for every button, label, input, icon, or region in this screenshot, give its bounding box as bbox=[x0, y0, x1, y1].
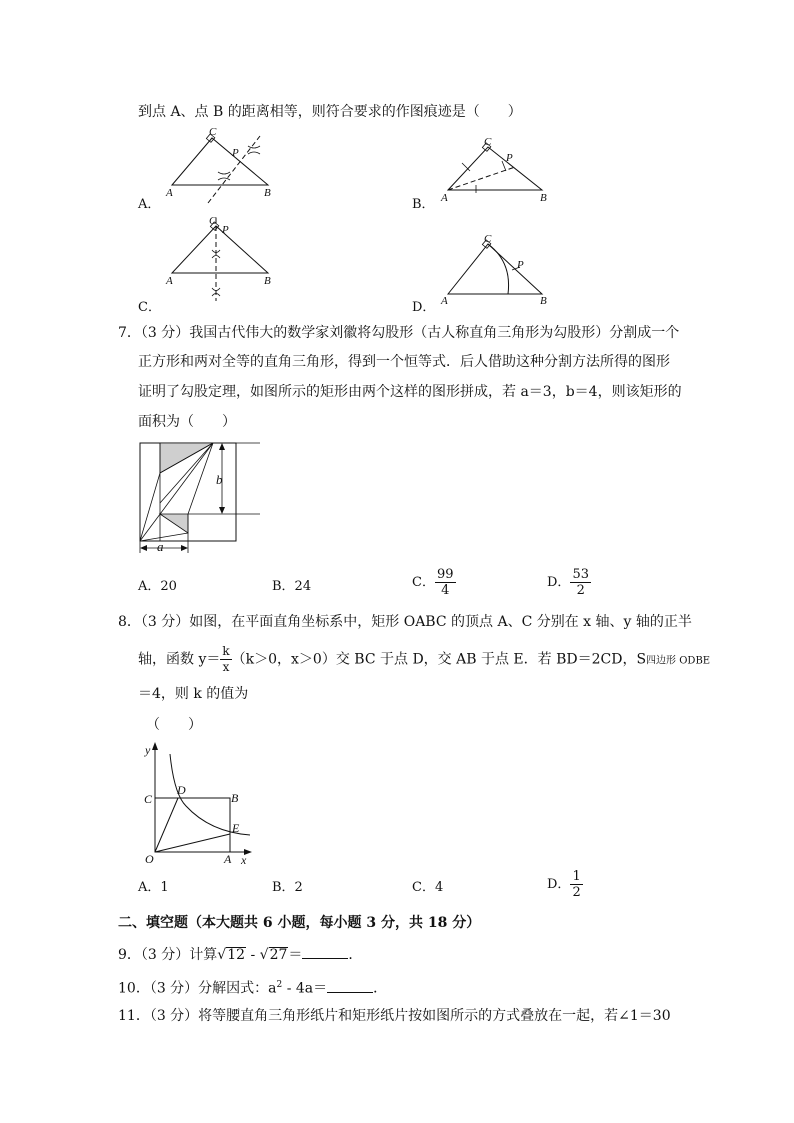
q8-option-d-den: 2 bbox=[572, 885, 581, 900]
q7-option-d-prefix: D． bbox=[547, 575, 571, 590]
section-2-heading: 二、填空题（本大题共 6 小题，每小题 3 分，共 18 分） bbox=[118, 915, 481, 931]
q8-line-2-b: （k＞0，x＞0）交 BC 于点 D，交 AB 于点 E．若 BD＝2CD，S bbox=[231, 651, 647, 668]
q9-mid: - bbox=[246, 947, 260, 963]
q6-option-d[interactable]: D． bbox=[412, 300, 436, 315]
label-a: A bbox=[166, 187, 173, 199]
q8-frac-num: k bbox=[222, 644, 230, 658]
label-b: B bbox=[264, 275, 271, 287]
q8-line-2-sub: 四边形 ODBE bbox=[646, 655, 711, 667]
q9-root-1: 12 bbox=[227, 947, 246, 963]
label-x: x bbox=[241, 853, 247, 867]
q10 bbox=[118, 975, 387, 999]
q7-option-d-den: 2 bbox=[576, 583, 585, 598]
label-c: C bbox=[484, 233, 492, 245]
q10-end: ． bbox=[373, 980, 388, 997]
q7-option-c-prefix: C． bbox=[412, 575, 435, 590]
q8-frac-den: x bbox=[222, 660, 230, 674]
label-a: A bbox=[224, 852, 232, 866]
q7-line-1: 7．（3 分）我国古代伟大的数学家刘徽将勾股形（古人称直角三角形为勾股形）分割成一个 bbox=[118, 325, 680, 341]
label-b: B bbox=[231, 791, 239, 805]
q7-option-a[interactable]: A．20 bbox=[138, 579, 177, 594]
q7-option-d[interactable] bbox=[547, 567, 591, 598]
q8-option-b[interactable]: B．2 bbox=[272, 880, 303, 895]
q10-prefix: 10．（3 分）分解因式：a bbox=[118, 980, 277, 997]
label-a: a bbox=[157, 539, 164, 554]
label-c: C bbox=[209, 215, 217, 227]
q10-sup: 2 bbox=[276, 980, 283, 990]
q8-line-4: （ ） bbox=[146, 717, 202, 733]
q6-figure-c bbox=[160, 216, 275, 304]
label-p: P bbox=[222, 224, 229, 236]
label-d: D bbox=[177, 783, 186, 797]
q7-line-4: 面积为（ ） bbox=[138, 414, 236, 430]
q6-stem-tail: 到点 A、点 B 的距离相等，则符合要求的作图痕迹是（ ） bbox=[138, 104, 522, 120]
q8-line-3: ＝4，则 k 的值为 bbox=[138, 686, 249, 702]
q8-option-c[interactable]: C．4 bbox=[412, 880, 444, 895]
q7-option-b[interactable]: B．24 bbox=[272, 579, 312, 594]
label-p: P bbox=[517, 259, 524, 271]
q6-figure-a bbox=[160, 128, 270, 208]
q9-end: ． bbox=[348, 947, 363, 963]
q8-option-d[interactable] bbox=[547, 869, 583, 900]
q10-answer-blank[interactable] bbox=[327, 978, 373, 993]
q7-figure bbox=[130, 438, 250, 558]
q7-option-c-den: 4 bbox=[441, 583, 450, 598]
label-b: B bbox=[264, 187, 271, 199]
q6-option-b[interactable]: B． bbox=[412, 197, 435, 212]
q8-option-a[interactable]: A．1 bbox=[138, 880, 169, 895]
q7-option-c-num: 99 bbox=[436, 567, 454, 582]
q8-option-d-prefix: D． bbox=[547, 877, 571, 892]
label-a: A bbox=[166, 275, 173, 287]
label-c: C bbox=[144, 792, 153, 806]
label-c: C bbox=[484, 136, 492, 148]
label-y: y bbox=[145, 743, 151, 757]
q7-line-2: 正方形和两对全等的直角三角形，得到一个恒等式．后人借助这种分割方法所得的图形 bbox=[138, 354, 670, 370]
q9-root-2: 27 bbox=[269, 947, 288, 963]
label-b: b bbox=[216, 472, 223, 487]
q9: 9．（3 分）计算√12 - √27＝ ． bbox=[118, 944, 362, 965]
q6-figure-b bbox=[440, 135, 550, 210]
label-b: B bbox=[540, 295, 547, 307]
q8-option-d-num: 1 bbox=[572, 869, 581, 884]
label-p: P bbox=[506, 152, 513, 164]
q8-line-2 bbox=[138, 644, 710, 675]
q8-figure bbox=[140, 742, 260, 867]
q9-prefix: 9．（3 分）计算 bbox=[118, 947, 218, 963]
q9-answer-blank[interactable] bbox=[302, 944, 348, 959]
label-b: B bbox=[540, 192, 547, 204]
q6-figure-d bbox=[440, 232, 555, 307]
label-o: O bbox=[145, 852, 154, 866]
label-a: A bbox=[441, 192, 448, 204]
q8-line-2-a: 轴，函数 y＝ bbox=[138, 651, 221, 668]
q8-line-1: 8．（3 分）如图，在平面直角坐标系中，矩形 OABC 的顶点 A、C 分别在 x 轴、y 轴的正半 bbox=[118, 614, 692, 630]
q7-line-3: 证明了勾股定理，如图所示的矩形由两个这样的图形拼成，若 a＝3，b＝4，则该矩形的 bbox=[138, 384, 682, 400]
q6-option-c[interactable]: C． bbox=[138, 300, 161, 315]
q9-eq: ＝ bbox=[288, 947, 303, 963]
q7-option-d-num: 53 bbox=[572, 567, 589, 582]
label-c: C bbox=[209, 126, 217, 138]
q6-option-a[interactable]: A． bbox=[138, 197, 161, 212]
q10-rest: - 4a＝ bbox=[282, 980, 328, 997]
q11-text: 11．（3 分）将等腰直角三角形纸片和矩形纸片按如图所示的方式叠放在一起，若∠1＝30 bbox=[118, 1008, 671, 1024]
q7-option-c[interactable] bbox=[412, 567, 456, 598]
label-e: E bbox=[232, 821, 240, 835]
label-a: A bbox=[441, 295, 448, 307]
label-p: P bbox=[232, 147, 239, 159]
